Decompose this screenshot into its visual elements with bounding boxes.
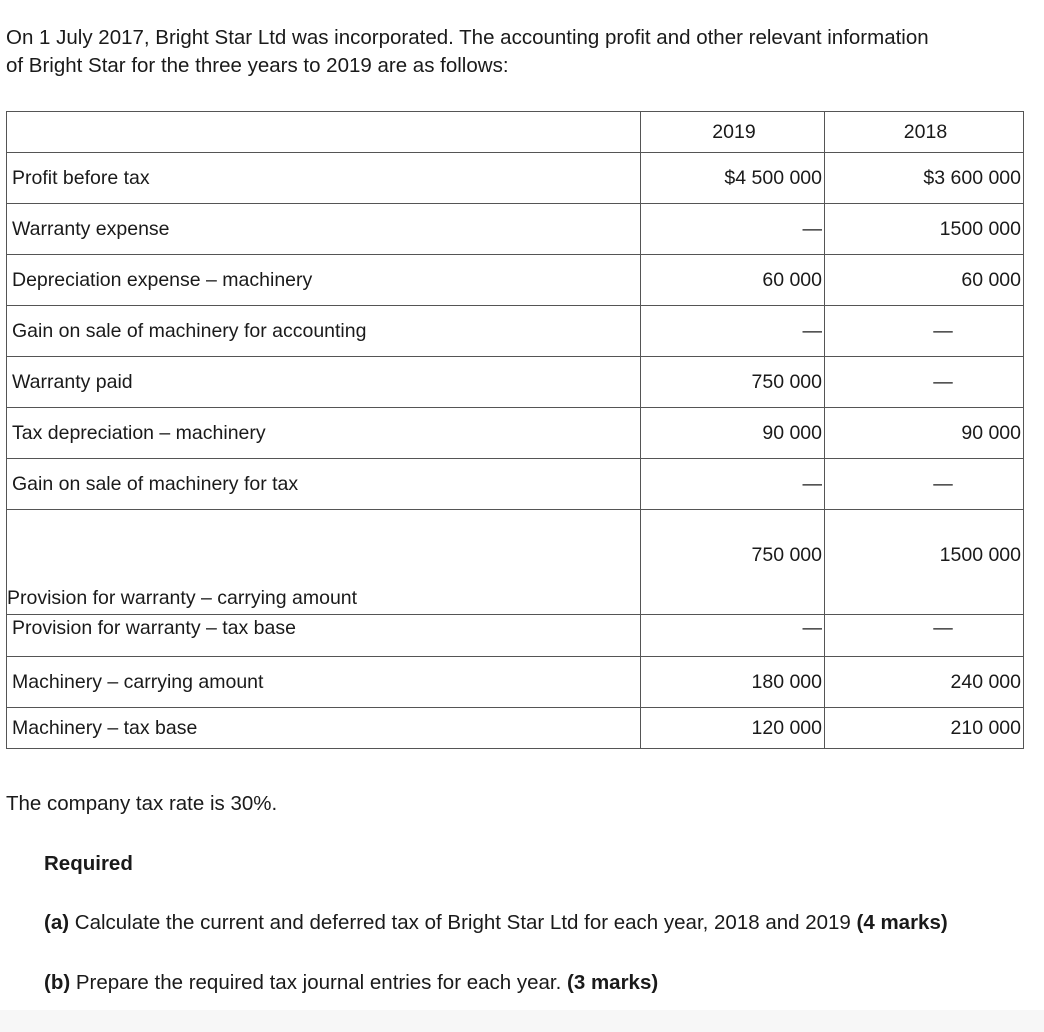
row-label — [7, 510, 641, 615]
row-label: Gain on sale of machinery for accounting — [7, 306, 641, 357]
value-2018: 1500 000 — [825, 204, 1024, 255]
value-2018: — — [825, 357, 1024, 408]
tax-rate-statement: The company tax rate is 30%. — [6, 792, 278, 815]
table-row — [7, 615, 1024, 657]
value-2019: 750 000 — [641, 510, 825, 615]
value-2018: 90 000 — [825, 408, 1024, 459]
value-2018: — — [825, 615, 1024, 657]
question-a-prefix: (a) — [44, 911, 70, 934]
header-blank — [7, 112, 641, 153]
table-row — [7, 657, 1024, 708]
required-heading: Required — [44, 852, 133, 875]
table-row — [7, 204, 1024, 255]
value-2019: 750 000 — [641, 357, 825, 408]
value-2019: 90 000 — [641, 408, 825, 459]
row-label: Tax depreciation – machinery — [7, 408, 641, 459]
question-b-prefix: (b) — [44, 971, 71, 994]
row-label: Machinery – carrying amount — [7, 657, 641, 708]
value-2019: $4 500 000 — [641, 153, 825, 204]
intro-paragraph — [6, 24, 1026, 80]
value-2019: — — [641, 306, 825, 357]
header-2018: 2018 — [825, 112, 1024, 153]
table-header-row — [7, 112, 1024, 153]
question-a — [44, 911, 948, 935]
value-2019: 180 000 — [641, 657, 825, 708]
row-label: Warranty expense — [7, 204, 641, 255]
table-row — [7, 408, 1024, 459]
value-2019: — — [641, 459, 825, 510]
row-label: Depreciation expense – machinery — [7, 255, 641, 306]
table-row — [7, 708, 1024, 749]
table-row — [7, 153, 1024, 204]
value-2018: — — [825, 459, 1024, 510]
value-2018: 1500 000 — [825, 510, 1024, 615]
row-label: Provision for warranty – tax base — [7, 615, 641, 657]
row-label: Profit before tax — [7, 153, 641, 204]
table-row — [7, 459, 1024, 510]
value-2019: 60 000 — [641, 255, 825, 306]
value-2019: — — [641, 615, 825, 657]
question-a-marks: (4 marks) — [856, 911, 948, 934]
question-b-text: Prepare the required tax journal entries for each year. — [70, 971, 568, 994]
table-row — [7, 357, 1024, 408]
row-label-text: Provision for warranty – carrying amount — [7, 587, 358, 609]
value-2018: 60 000 — [825, 255, 1024, 306]
value-2019: — — [641, 204, 825, 255]
row-label: Warranty paid — [7, 357, 641, 408]
intro-line-2: of Bright Star for the three years to 2019 are as follows: — [6, 54, 509, 77]
header-2019: 2019 — [641, 112, 825, 153]
value-2018: 210 000 — [825, 708, 1024, 749]
value-2019: 120 000 — [641, 708, 825, 749]
table-row — [7, 510, 1024, 615]
value-2018: 240 000 — [825, 657, 1024, 708]
value-2018: — — [825, 306, 1024, 357]
intro-line-1: On 1 July 2017, Bright Star Ltd was incorporated. The accounting profit and other relevant information — [6, 26, 929, 49]
row-label: Machinery – tax base — [7, 708, 641, 749]
value-2018: $3 600 000 — [825, 153, 1024, 204]
question-a-text: Calculate the current and deferred tax of Bright Star Ltd for each year, 2018 and 2019 — [69, 911, 857, 934]
question-b — [44, 971, 658, 995]
table-row — [7, 255, 1024, 306]
financial-data-table — [6, 111, 1024, 749]
table-row — [7, 306, 1024, 357]
page-bottom-band — [0, 1010, 1044, 1032]
question-b-marks: (3 marks) — [567, 971, 659, 994]
row-label: Gain on sale of machinery for tax — [7, 459, 641, 510]
